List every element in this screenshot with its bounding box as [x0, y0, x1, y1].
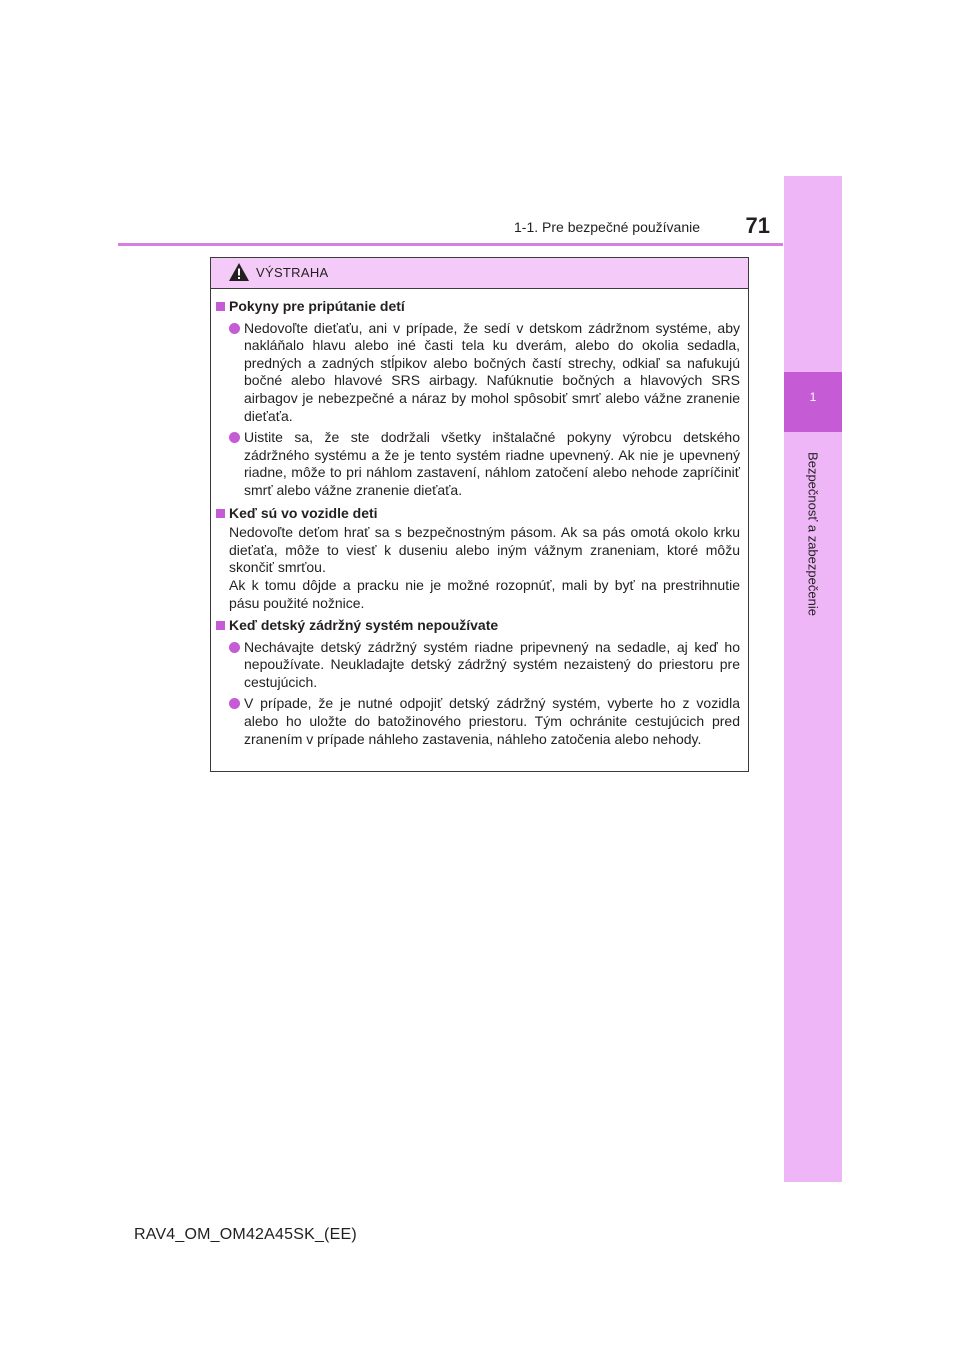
- page-number: 71: [745, 213, 770, 238]
- paragraph: Nedovoľte deťom hrať sa s bezpečnostným pásom. Ak sa pás omotá okolo krku dieťaťa, môže to viesť k duseniu alebo iným vážnym zraneniam, ktoré môžu skončiť smrťou.: [229, 524, 740, 576]
- round-bullet-icon: [229, 642, 240, 653]
- warning-box: [210, 257, 749, 772]
- warning-title: VÝSTRAHA: [256, 265, 329, 280]
- square-bullet-icon: [216, 509, 225, 518]
- warning-body: [211, 289, 748, 748]
- section-heading: Keď detský zádržný systém nepoužívate: [216, 617, 740, 635]
- chapter-number: 1: [809, 390, 817, 404]
- warning-header: [211, 258, 748, 289]
- warning-triangle-icon: [228, 262, 250, 282]
- section-heading: Pokyny pre pripútanie detí: [216, 298, 740, 316]
- square-bullet-icon: [216, 621, 225, 630]
- round-bullet-icon: [229, 432, 240, 443]
- paragraph: Ak k tomu dôjde a pracku nie je možné rozopnúť, mali by byť na prestrihnutie pásu použité nožnice.: [229, 576, 740, 611]
- list-item: Uistite sa, že ste dodržali všetky inštalačné pokyny výrobcu detského zádržného systému a že je tento systém riadne upevnený. Ak nie je upevnený riadne, môže to pri náhlom zastavení, náhlom zatočení alebo nehode zapríčiniť smrť alebo vážne zranenie dieťaťa.: [216, 429, 740, 499]
- document-id: RAV4_OM_OM42A45SK_(EE): [134, 1226, 357, 1243]
- list-item: Nechávajte detský zádržný systém riadne pripevnený na sedadle, aj keď ho nepoužívate. Neukladajte detský zádržný systém nezaistený do priestoru pre cestujúcich.: [216, 639, 740, 692]
- list-item: Nedovoľte dieťaťu, ani v prípade, že sedí v detskom zádržnom systéme, aby nakláňalo hlavu alebo iné časti tela ku dverám, alebo do okolia sedadla, predných a zadných stĺpikov alebo bočných častí strechy, odkiaľ sa nafukujú bočné alebo hlavové SRS airbagy. Nafúknutie bočných a hlavových SRS airbagov je nebezpečné a náraz by mohol spôsobiť smrť alebo vážne zranenie dieťaťa.: [216, 320, 740, 426]
- round-bullet-icon: [229, 323, 240, 334]
- paragraph-block: [216, 524, 740, 612]
- list-item: V prípade, že je nutné odpojiť detský zádržný systém, vyberte ho z vozidla alebo ho uložte do batožinového priestoru. Tým ochránite cestujúcich pred zranením v prípade náhleho zastavenia, náhleho zatočenia alebo nehody.: [216, 695, 740, 748]
- section-title: 1-1. Pre bezpečné používanie: [514, 219, 701, 235]
- section-heading: Keď sú vo vozidle deti: [216, 505, 740, 523]
- chapter-side-tab: [784, 176, 842, 1182]
- chapter-label: Bezpečnosť a zabezpečenie: [805, 452, 821, 616]
- header-rule: [118, 243, 783, 246]
- round-bullet-icon: [229, 698, 240, 709]
- square-bullet-icon: [216, 302, 225, 311]
